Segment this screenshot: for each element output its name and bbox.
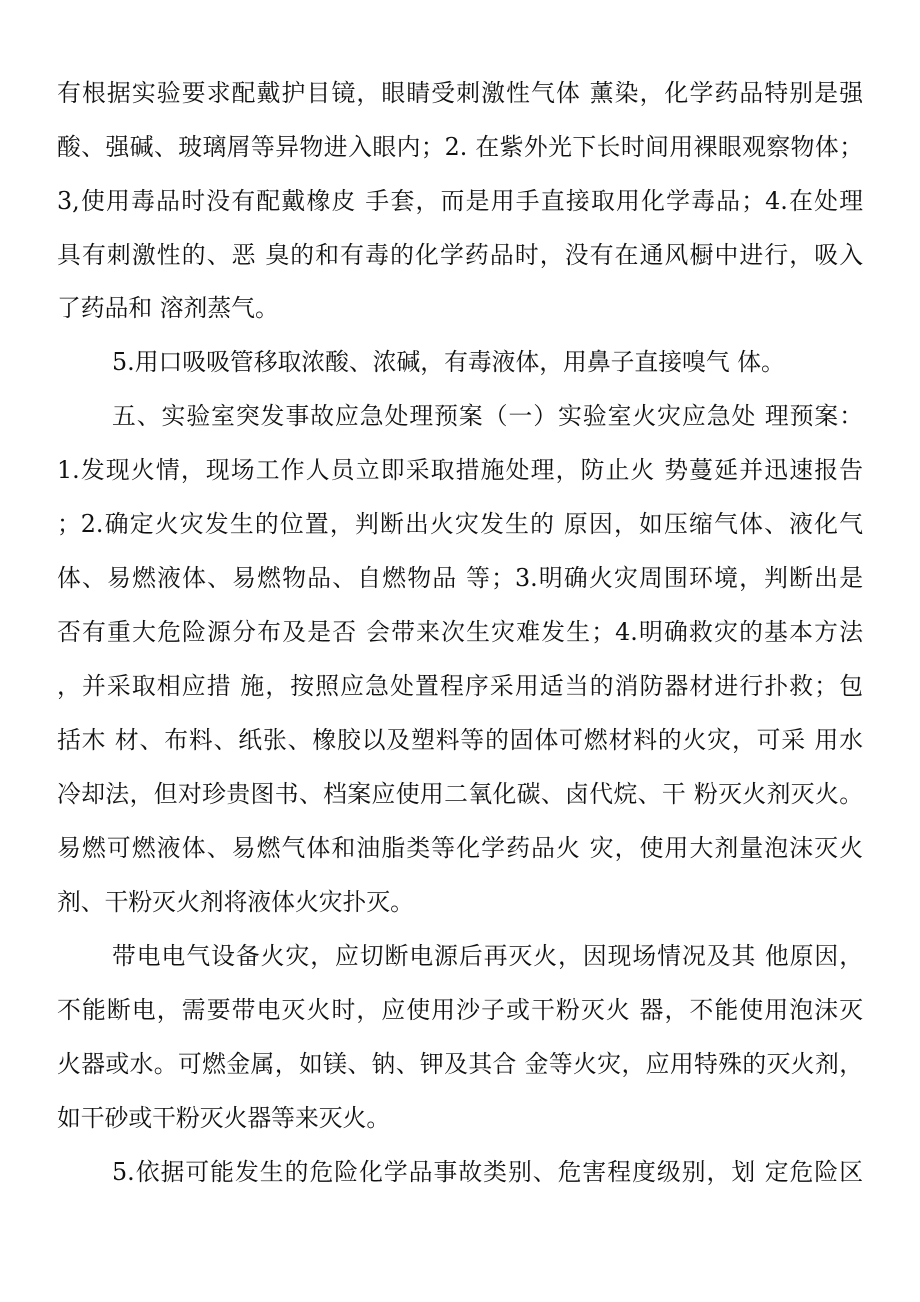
text-line: 体、易燃液体、易燃物品、自燃物品 等；3.明确火灾周围环境，判断出是 — [57, 564, 863, 592]
text-line: 3,使用毒品时没有配戴橡皮 手套，而是用手直接取用化学毒品；4.在处理 — [57, 187, 863, 215]
text-line: 火器或水。可燃金属，如镁、钠、钾及其合 金等火灾，应用特殊的灭火剂， — [57, 1050, 863, 1078]
text-line: 不能断电，需要带电灭火时，应使用沙子或干粉灭火 器，不能使用泡沫灭 — [57, 996, 863, 1024]
text-line: 1.发现火情，现场工作人员立即采取措施处理，防止火 势蔓延并迅速报告 — [57, 456, 863, 484]
text-line: 5.依据可能发生的危险化学品事故类别、危害程度级别，划 定危险区 — [112, 1158, 863, 1186]
text-line: 酸、强碱、玻璃屑等异物进入眼内；2. 在紫外光下长时间用裸眼观察物体； — [57, 133, 863, 161]
text-line: 冷却法，但对珍贵图书、档案应使用二氧化碳、卤代烷、干 粉灭火剂灭火。 — [57, 780, 863, 808]
text-line: 带电电气设备火灾，应切断电源后再灭火，因现场情况及其 他原因， — [112, 942, 863, 970]
text-line: ；2.确定火灾发生的位置，判断出火灾发生的 原因，如压缩气体、液化气 — [57, 510, 863, 538]
text-line: 否有重大危险源分布及是否 会带来次生灾难发生；4.明确救灾的基本方法 — [57, 618, 863, 646]
text-line: 5.用口吸吸管移取浓酸、浓碱，有毒液体，用鼻子直接嗅气 体。 — [112, 348, 785, 376]
text-line: 五、实验室突发事故应急处理预案（一）实验室火灾应急处 理预案： — [112, 402, 863, 430]
text-line: 有根据实验要求配戴护目镜，眼睛受刺激性气体 薰染，化学药品特别是强 — [57, 79, 863, 107]
text-line: 如干砂或干粉灭火器等来灭火。 — [57, 1104, 391, 1132]
text-line: 了药品和 溶剂蒸气。 — [57, 294, 279, 322]
text-line: 剂、干粉灭火剂将液体火灾扑灭。 — [57, 888, 414, 916]
text-line: 括木 材、布料、纸张、橡胶以及塑料等的固体可燃材料的火灾，可采 用水 — [57, 726, 863, 754]
text-line: ，并采取相应措 施，按照应急处置程序采用适当的消防器材进行扑救；包 — [57, 672, 863, 700]
text-line: 易燃可燃液体、易燃气体和油脂类等化学药品火 灾，使用大剂量泡沫灭火 — [57, 834, 863, 862]
text-line: 具有刺激性的、恶 臭的和有毒的化学药品时，没有在通风橱中进行，吸入 — [57, 241, 863, 269]
